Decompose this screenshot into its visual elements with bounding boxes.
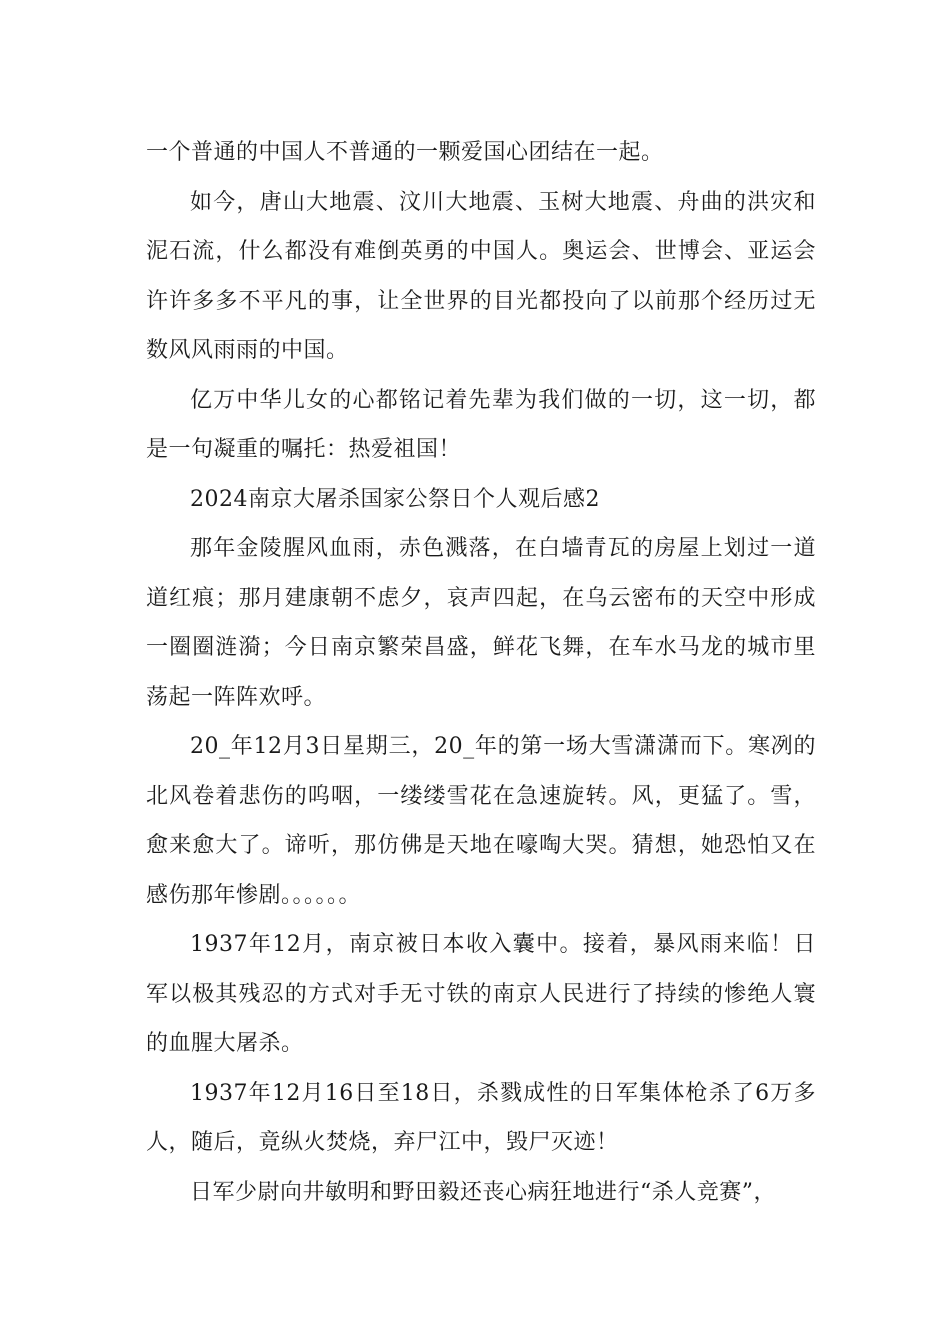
paragraph-killing-contest: 日军少尉向井敏明和野田毅还丧心病狂地进行“杀人竞赛”，	[190, 1179, 776, 1205]
paragraph-jinling: 那年金陵腥风血雨，赤色溅落，在白墙青瓦的房屋上划过一道道红痕；那月建康朝不虑夕，哀声四起，在乌云密布的天空中形成一圈圈涟漪；今日南京繁荣昌盛，鲜花飞舞，在车水马龙的城市里荡起一阵阵欢呼。	[146, 536, 816, 710]
document-body	[146, 128, 816, 1217]
paragraph-snow: 20_年12月3日星期三，20_年的第一场大雪潇潇而下。寒冽的北风卷着悲伤的呜咽，一缕缕雪花在急速旋转。风，更猛了。雪，愈来愈大了。谛听，那仿佛是天地在嚎啕大哭。猜想，她恐怕又在感伤那年惨剧。。。。。。	[146, 734, 816, 908]
paragraph-ancestors: 亿万中华儿女的心都铭记着先辈为我们做的一切，这一切，都是一句凝重的嘱托：热爱祖国！	[146, 387, 816, 462]
section-heading: 2024南京大屠杀国家公祭日个人观后感2	[190, 486, 600, 512]
paragraph-disasters: 如今，唐山大地震、汶川大地震、玉树大地震、舟曲的洪灾和泥石流，什么都没有难倒英勇的中国人。奥运会、世博会、亚运会许许多多不平凡的事，让全世界的目光都投向了以前那个经历过无数风风雨雨的中国。	[146, 189, 816, 363]
paragraph-continuation: 一个普通的中国人不普通的一颗爱国心团结在一起。	[146, 140, 664, 165]
paragraph-massacre-dates: 1937年12月16日至18日，杀戮成性的日军集体枪杀了6万多人，随后，竟纵火焚烧，弃尸江中，毁尸灭迹！	[146, 1080, 816, 1155]
paragraph-1937-december: 1937年12月，南京被日本收入囊中。接着，暴风雨来临！日军以极其残忍的方式对手无寸铁的南京人民进行了持续的惨绝人寰的血腥大屠杀。	[146, 932, 816, 1056]
